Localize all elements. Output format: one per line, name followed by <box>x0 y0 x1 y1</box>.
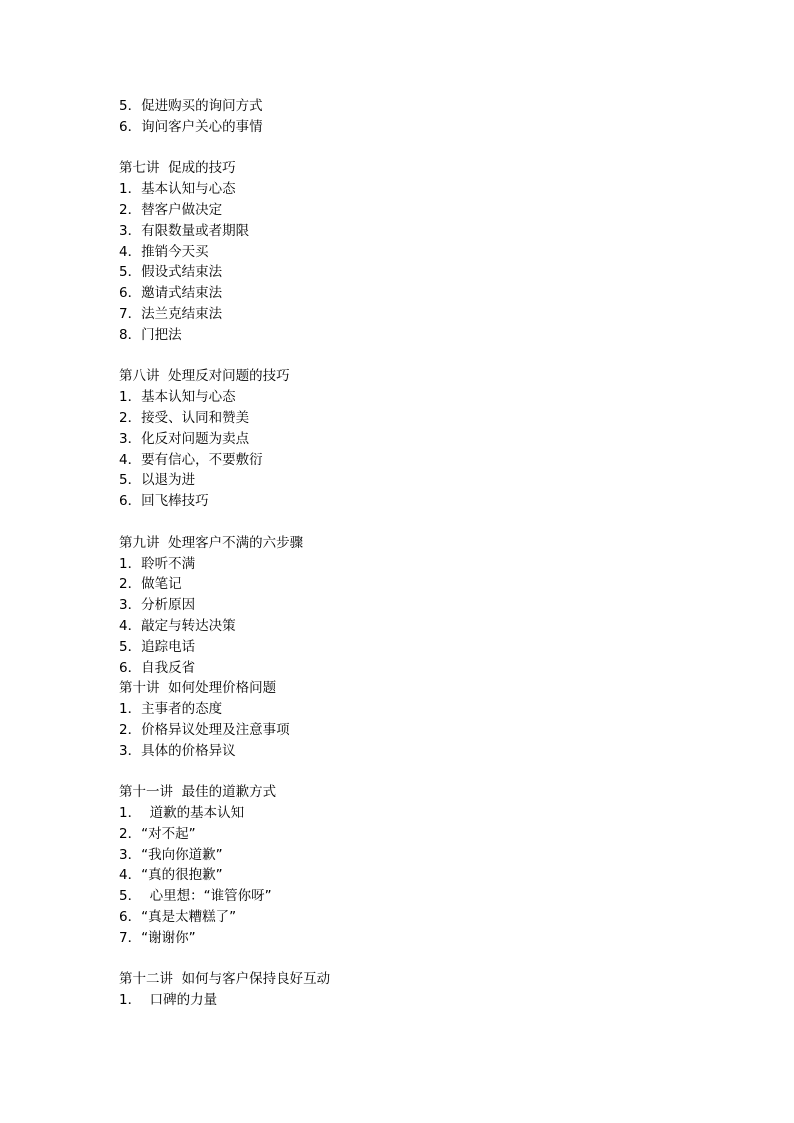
list-item: 5．假设式结束法 <box>119 264 223 281</box>
list-item: 3．有限数量或者期限 <box>119 222 250 239</box>
list-item: 8．门把法 <box>119 326 182 343</box>
section-heading: 第九讲 处理客户不满的六步骤 <box>119 534 304 551</box>
list-item: 2．替客户做决定 <box>119 201 223 218</box>
section-heading: 第十讲 如何处理价格问题 <box>119 680 277 697</box>
list-item: 1．聆听不满 <box>119 555 196 572</box>
blank-line <box>119 762 679 783</box>
list-item: 4．敲定与转达决策 <box>119 617 236 634</box>
list-item: 5．促进购买的询问方式 <box>119 98 263 114</box>
section-heading: 第十二讲 如何与客户保持良好互动 <box>119 971 331 988</box>
blank-line <box>119 346 679 367</box>
list-item: 3．化反对问题为卖点 <box>119 430 250 447</box>
list-item: 6．回飞棒技巧 <box>119 493 209 510</box>
section-heading: 第八讲 处理反对问题的技巧 <box>119 368 290 385</box>
list-item: 4．要有信心，不要敷衍 <box>119 451 263 468</box>
blank-line <box>119 512 679 533</box>
list-item: 1． 道歉的基本认知 <box>119 805 245 822</box>
list-item: 3．“我向你道歉” <box>119 846 223 863</box>
section-heading: 第七讲 促成的技巧 <box>119 160 236 177</box>
list-item: 6．自我反省 <box>119 659 196 676</box>
list-item: 6．询问客户关心的事情 <box>119 118 263 135</box>
list-item: 5．追踪电话 <box>119 638 196 655</box>
list-item: 2．价格异议处理及注意事项 <box>119 721 290 738</box>
list-item: 2．“对不起” <box>119 825 196 842</box>
list-item: 1． 口碑的力量 <box>119 992 218 1009</box>
list-item: 1．基本认知与心态 <box>119 181 236 198</box>
list-item: 7．“谢谢你” <box>119 929 196 946</box>
list-item: 2．接受、认同和赞美 <box>119 409 250 426</box>
list-item: 2．做笔记 <box>119 576 182 593</box>
list-item: 4．“真的很抱歉” <box>119 867 223 884</box>
list-item: 1．基本认知与心态 <box>119 389 236 406</box>
list-item: 3．分析原因 <box>119 597 196 614</box>
list-item: 3．具体的价格异议 <box>119 742 236 759</box>
section-heading: 第十一讲 最佳的道歉方式 <box>119 784 277 801</box>
list-item: 6．邀请式结束法 <box>119 285 223 302</box>
list-item: 5． 心里想：“谁管你呀” <box>119 888 272 905</box>
blank-line <box>119 138 679 159</box>
list-item: 6．“真是太糟糕了” <box>119 909 237 926</box>
blank-line <box>119 949 679 970</box>
document-body <box>119 96 679 1011</box>
list-item: 4．推销今天买 <box>119 243 209 260</box>
list-item: 5．以退为进 <box>119 472 196 489</box>
list-item: 1．主事者的态度 <box>119 701 223 718</box>
list-item: 7．法兰克结束法 <box>119 305 223 322</box>
